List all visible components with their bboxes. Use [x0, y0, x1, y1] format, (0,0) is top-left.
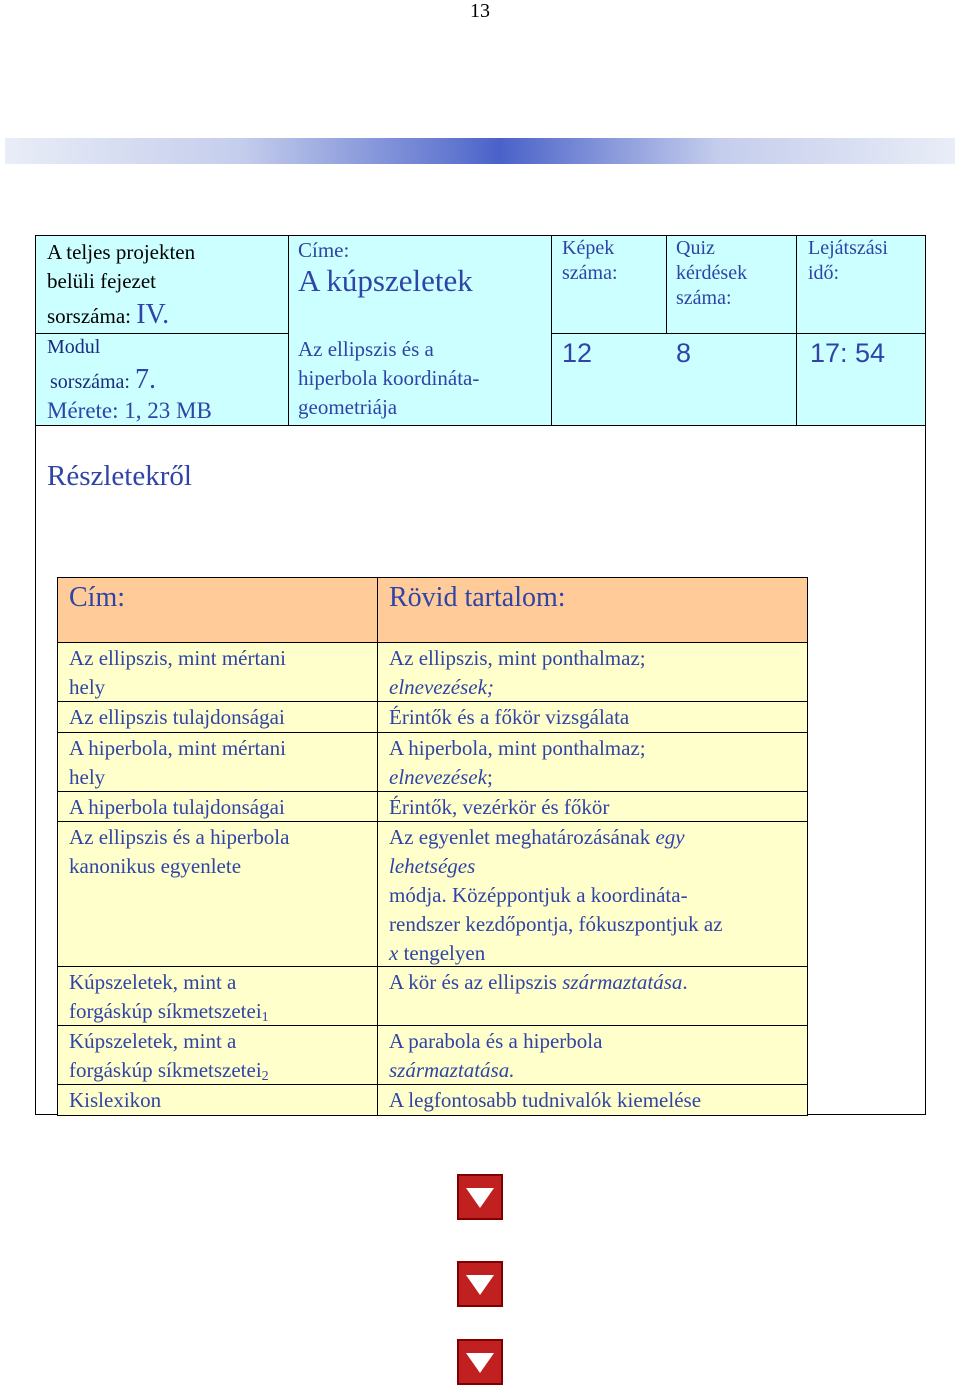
quiz-label: kérdések [676, 262, 748, 284]
playtime-value: 17: 54 [810, 338, 886, 368]
lesson-summary-cell: A kör és az ellipszis származtatása. [377, 966, 808, 1026]
chapter-label: A teljes projekten [47, 240, 196, 264]
down-arrow-icon [459, 1341, 501, 1383]
lesson-title-cell: Az ellipszis, mint mértani hely [57, 642, 378, 702]
page-number: 13 [470, 0, 490, 22]
chapter-number-line [47, 300, 169, 331]
lesson-summary-cell: Érintők, vezérkör és főkör [377, 791, 808, 822]
lesson-summary-cell: A parabola és a hiperbola származtatása. [377, 1025, 808, 1085]
table-header-title: Cím: [57, 577, 378, 643]
lesson-summary-cell: Érintők és a főkör vizsgálata [377, 701, 808, 733]
details-heading: Részletekről [47, 460, 192, 492]
lesson-title-cell: Kislexikon [57, 1084, 378, 1116]
chapter-number: IV. [136, 299, 170, 330]
images-label: száma: [562, 262, 618, 284]
title-label: Címe: [298, 238, 350, 262]
module-label: Modul [47, 336, 101, 358]
chapter-number-label: sorszáma: [47, 304, 137, 328]
lesson-title-cell: Kúpszeletek, mint a forgáskúp síkmetszetei$_2$ [57, 1025, 378, 1085]
module-subtitle: hiperbola koordináta- [298, 366, 480, 390]
lesson-summary-cell: A hiperbola, mint ponthalmaz; elnevezések; [377, 732, 808, 792]
quiz-label: száma: [676, 287, 732, 309]
module-number: 7. [134, 364, 156, 395]
lesson-summary-cell: A legfontosabb tudnivalók kiemelése [377, 1084, 808, 1116]
quiz-label: Quiz [676, 237, 715, 259]
lesson-title-cell: Kúpszeletek, mint a forgáskúp síkmetszetei$_1$ [57, 966, 378, 1026]
module-title: A kúpszeletek [298, 263, 473, 298]
file-size: Mérete: 1, 23 MB [47, 398, 212, 423]
quiz-count: 8 [676, 338, 692, 368]
table-header-summary: Rövid tartalom: [377, 577, 808, 643]
down-arrow-icon [459, 1263, 501, 1305]
down-arrow-button[interactable] [457, 1261, 503, 1307]
lesson-title-cell: A hiperbola, mint mértani hely [57, 732, 378, 792]
images-label: Képek [562, 237, 615, 259]
playtime-label: Lejátszási [808, 237, 888, 259]
lesson-title-cell: Az ellipszis és a hiperbola kanonikus egyenlete [57, 821, 378, 967]
lesson-title-cell: Az ellipszis tulajdonságai [57, 701, 378, 733]
lesson-summary-cell: Az ellipszis, mint ponthalmaz; elnevezések; [377, 642, 808, 702]
playtime-label: idő: [808, 262, 840, 284]
module-number-line [50, 365, 156, 397]
chapter-label: belüli fejezet [47, 269, 157, 293]
lesson-title-cell: A hiperbola tulajdonságai [57, 791, 378, 822]
lesson-table [57, 577, 808, 1116]
down-arrow-button[interactable] [457, 1174, 503, 1220]
down-arrow-button[interactable] [457, 1339, 503, 1385]
module-number-label: sorszáma: [50, 371, 135, 393]
module-subtitle: geometriája [298, 395, 398, 419]
down-arrow-icon [459, 1176, 501, 1218]
decorative-gradient-band [5, 138, 955, 164]
module-subtitle: Az ellipszis és a [298, 337, 434, 361]
images-count: 12 [562, 338, 593, 368]
lesson-summary-cell: Az egyenlet meghatározásának egy lehetséges módja. Középpontjuk a koordináta- rendszer kezdőpontja, fókuszpontjuk az x tengelyen [377, 821, 808, 967]
